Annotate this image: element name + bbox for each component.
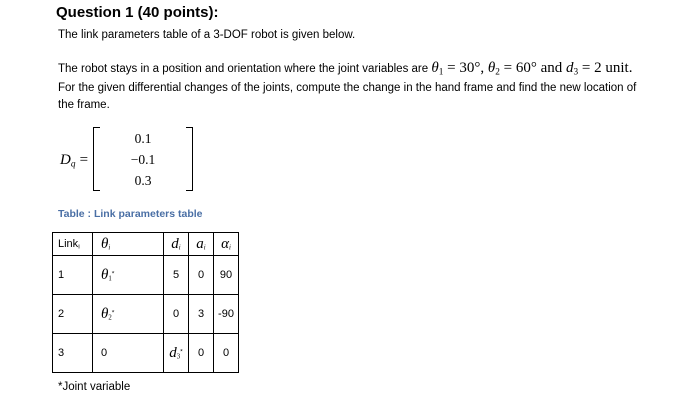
link-parameters-table xyxy=(52,232,239,373)
header-alpha: $\alpha_i$ xyxy=(214,233,239,256)
cell-theta: $\theta_1^*$ xyxy=(93,256,164,295)
table-row xyxy=(53,295,239,334)
cell-a: 0 xyxy=(189,334,214,373)
cell-link: 2 xyxy=(53,295,93,334)
question-title: Question 1 (40 points): xyxy=(56,4,219,21)
matrix-value: −0.1 xyxy=(130,152,156,167)
header-link: Link$_i$ xyxy=(53,233,93,256)
cell-link: 1 xyxy=(53,256,93,295)
cell-alpha: 0 xyxy=(214,334,239,373)
joint-variables-line xyxy=(58,59,632,77)
cell-d: 5 xyxy=(164,256,189,295)
matrix-right-bracket xyxy=(186,127,193,191)
cell-link: 3 xyxy=(53,334,93,373)
matrix-left-bracket xyxy=(93,127,100,191)
footnote: *Joint variable xyxy=(58,381,131,393)
cell-alpha: 90 xyxy=(214,256,239,295)
header-a: $a_i$ xyxy=(189,233,214,256)
intro-text: The link parameters table of a 3-DOF robot is given below. xyxy=(58,29,356,41)
cell-theta: 0 xyxy=(93,334,164,373)
cell-a: 0 xyxy=(189,256,214,295)
cell-d: 0 xyxy=(164,295,189,334)
table-header-row xyxy=(53,233,239,256)
matrix-value: 0.1 xyxy=(134,131,152,146)
header-theta: $\theta_i$ xyxy=(93,233,164,256)
instruction-line-2: the frame. xyxy=(58,99,110,111)
cell-a: 3 xyxy=(189,295,214,334)
matrix-label: $D_q$ = xyxy=(60,152,89,170)
cell-d: $d_3^*$ xyxy=(164,334,189,373)
joint-variables-equation: $\theta_1 = 30^\circ$, $\theta_2 = 60^\circ$ and $d_3 = 2$ unit. xyxy=(431,60,633,78)
header-d: $d_i$ xyxy=(164,233,189,256)
matrix-values xyxy=(103,128,183,191)
dq-matrix xyxy=(60,125,156,193)
cell-alpha: -90 xyxy=(214,295,239,334)
matrix-value: 0.3 xyxy=(134,173,152,188)
cell-theta: $\theta_2^*$ xyxy=(93,295,164,334)
table-caption: Table : Link parameters table xyxy=(58,208,203,220)
instruction-line-1: For the given differential changes of the joints, compute the change in the hand frame and find the new location of xyxy=(58,82,637,94)
table-row xyxy=(53,334,239,373)
joint-variables-text: The robot stays in a position and orientation where the joint variables are xyxy=(58,63,429,75)
table-row xyxy=(53,256,239,295)
